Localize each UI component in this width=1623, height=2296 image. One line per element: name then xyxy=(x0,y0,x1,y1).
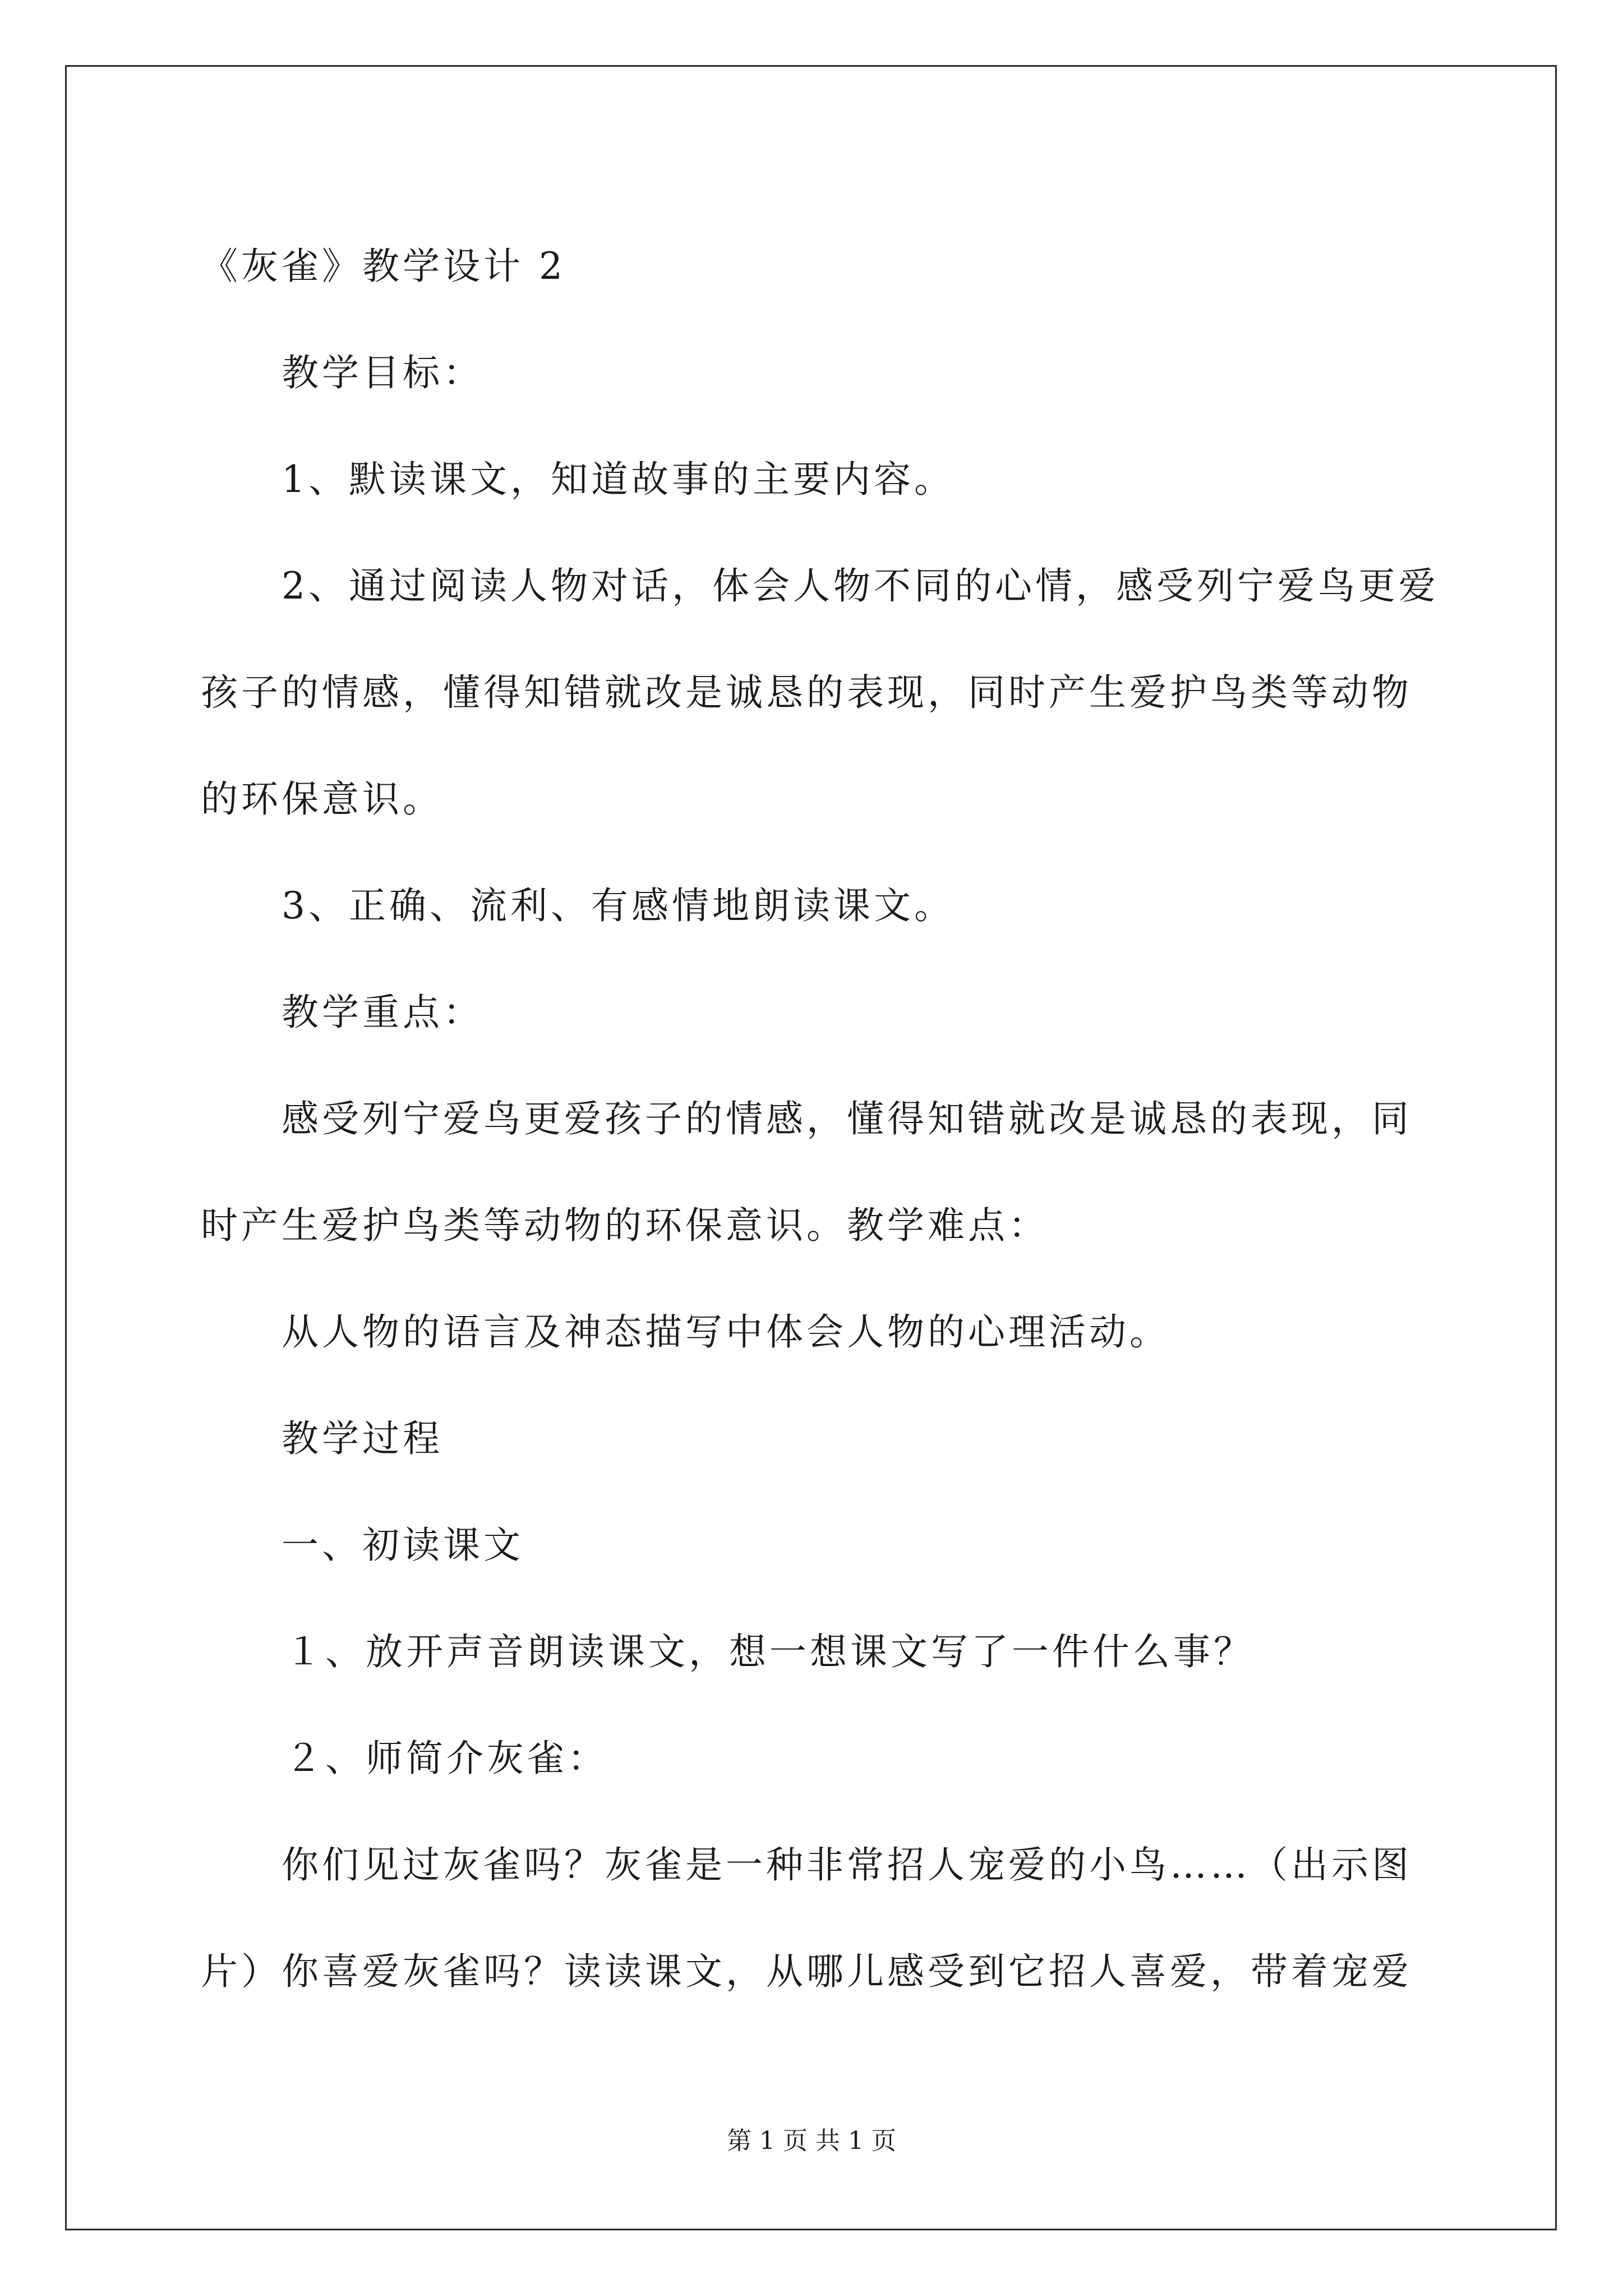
paragraph-line: 的环保意识。 xyxy=(201,777,443,821)
paragraph-line: 从人物的语言及神态描写中体会人物的心理活动。 xyxy=(282,1310,1170,1354)
section-heading-first-reading: 一、初读课文 xyxy=(282,1524,524,1567)
paragraph-line: 你们见过灰雀吗？灰雀是一种非常招人宠爱的小鸟……（出示图 xyxy=(282,1843,1412,1887)
paragraph-line: 3、正确、流利、有感情地朗读课文。 xyxy=(282,884,955,927)
paragraph-line: ２、师简介灰雀： xyxy=(285,1737,608,1780)
section-heading-objectives: 教学目标： xyxy=(282,351,483,394)
document-body xyxy=(201,213,1439,2025)
document-title: 《灰雀》教学设计 2 xyxy=(201,245,566,288)
paragraph-line: 2、通过阅读人物对话，体会人物不同的心情，感受列宁爱鸟更爱 xyxy=(282,564,1439,608)
paragraph-line: １、放开声音朗读课文，想一想课文写了一件什么事？ xyxy=(285,1630,1254,1673)
section-heading-key-points: 教学重点： xyxy=(282,991,483,1034)
paragraph-line: 孩子的情感，懂得知错就改是诚恳的表现，同时产生爱护鸟类等动物 xyxy=(201,671,1412,714)
paragraph-line: 1、默读课文，知道故事的主要内容。 xyxy=(282,458,955,501)
section-heading-process: 教学过程 xyxy=(282,1417,443,1460)
page-footer: 第 1 页 共 1 页 xyxy=(727,2127,896,2155)
paragraph-line: 时产生爱护鸟类等动物的环保意识。教学难点： xyxy=(201,1204,1049,1247)
paragraph-line: 片）你喜爱灰雀吗？读读课文，从哪儿感受到它招人喜爱，带着宠爱 xyxy=(201,1950,1412,1993)
paragraph-line: 感受列宁爱鸟更爱孩子的情感，懂得知错就改是诚恳的表现，同 xyxy=(282,1097,1412,1140)
